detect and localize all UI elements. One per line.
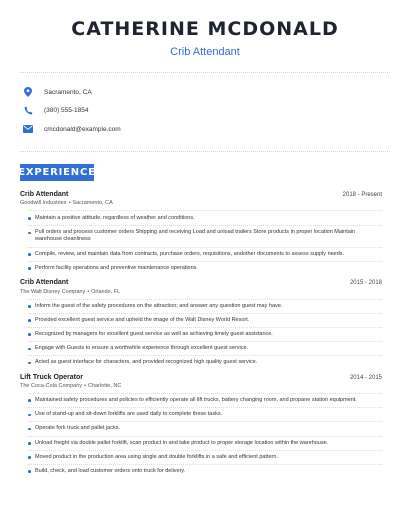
resume-header	[0, 0, 410, 58]
job-bullets	[20, 265, 382, 272]
job-dates: 2014 - 2015	[349, 374, 382, 381]
contact-divider	[20, 151, 390, 152]
job-location: Sacramento, CA	[72, 200, 113, 206]
job-bullets	[20, 331, 382, 338]
bullet-divider	[28, 225, 382, 226]
job-dates: 2015 - 2018	[349, 280, 382, 287]
bullet-item: Pull orders and process customer orders Shipping and receiving Load and unload trailers Store products in proper location Maintain warehouse cleanliness	[28, 229, 382, 243]
job-bullets	[20, 215, 382, 222]
contact-location	[22, 83, 388, 101]
bullet-divider	[28, 327, 382, 328]
job-company-line	[20, 200, 382, 206]
bullet-item: Maintain a positive attitude, regardless of weather and conditions.	[28, 215, 382, 222]
email-icon	[22, 123, 34, 135]
job-bullets	[20, 411, 382, 418]
job-location: Orlando, FL	[91, 288, 121, 295]
job-bullets	[20, 229, 382, 243]
bullet-item: Operate fork truck and pallet jacks.	[28, 425, 382, 432]
job-title: Crib Attendant	[20, 190, 69, 198]
job-header	[20, 279, 382, 286]
job-bullets	[20, 425, 382, 432]
job-company: The Walt Disney Company	[20, 288, 86, 295]
bullet-item: Build, check, and load customer orders onto truck for delivery.	[28, 468, 382, 475]
bullet-item: Unload freight via double pallet forklift, scan product in and take product to proper storage location within the warehouse.	[28, 440, 382, 447]
bullet-divider	[28, 261, 382, 262]
job-divider	[28, 210, 382, 211]
experience-heading: EXPERIENCE	[20, 164, 94, 181]
phone-icon	[22, 105, 34, 117]
job-location: Charlotte, NC	[88, 383, 122, 390]
phone-text: (380) 555-1854	[44, 107, 89, 114]
job-bullets	[20, 468, 382, 475]
job-bullets	[20, 317, 382, 324]
bullet-item: Use of stand-up and sit-down forklifts are used daily to complete these tasks.	[28, 411, 382, 418]
job-company-line	[20, 289, 382, 295]
separator-dot: •	[84, 383, 86, 390]
job-title: Crib Attendant	[20, 279, 69, 287]
location-pin-icon	[22, 86, 34, 98]
job-bullets	[20, 359, 382, 366]
bullet-item: Moved product in the production area using single and double forklifts in a safe and efficient pattern.	[28, 454, 382, 461]
job-company: Goodwill Industries	[20, 200, 67, 206]
bullet-divider	[28, 450, 382, 451]
bullet-item: Engage with Guests to ensure a worthwhile experience through excellent guest service.	[28, 345, 382, 352]
email-text: cmcdonald@example.com	[44, 125, 121, 133]
job-divider	[28, 393, 382, 394]
bullet-divider	[28, 421, 382, 422]
bullet-item: Inform the guest of the safety procedures on the attraction; and answer any question guest may have.	[28, 303, 382, 310]
bullet-item: Acted as guest interface for characters, and provided recognized high quality guest service.	[28, 359, 382, 366]
job-header	[20, 191, 382, 198]
bullet-divider	[28, 407, 382, 408]
bullet-divider	[28, 464, 382, 465]
separator-dot: •	[87, 288, 90, 295]
job-entry	[20, 191, 382, 273]
bullet-item: Perform facility operations and preventive maintenance operations.	[28, 265, 382, 272]
bullet-item: Recognized by managers for excellent guest service as well as achieving timely guest assistance.	[28, 331, 382, 338]
job-company: The Coca-Cola Company	[20, 383, 83, 390]
job-divider	[28, 299, 382, 300]
job-company-line	[20, 383, 382, 389]
job-entry	[20, 374, 382, 476]
job-bullets	[20, 397, 382, 404]
bullet-item: Provided excellent guest service and upheld the image of the Walt Disney World Resort.	[28, 317, 382, 324]
bullet-item: Compile, review, and maintain data from contracts, purchase orders, requisitions, andother documents to assess supply needs.	[28, 251, 382, 258]
bullet-divider	[28, 436, 382, 437]
contact-email	[22, 120, 388, 138]
separator-dot: •	[68, 200, 71, 206]
bullet-divider	[28, 341, 382, 342]
job-bullets	[20, 345, 382, 352]
contact-info	[0, 73, 410, 151]
candidate-title: Crib Attendant	[170, 46, 240, 58]
bullet-divider	[28, 247, 382, 248]
location-text: Sacramento, CA	[44, 88, 92, 96]
bullet-divider	[28, 355, 382, 356]
job-bullets	[20, 440, 382, 447]
job-dates: 2018 - Present	[342, 191, 382, 198]
contact-phone	[22, 102, 388, 120]
job-title: Lift Truck Operator	[20, 373, 84, 381]
bullet-divider	[28, 313, 382, 314]
job-bullets	[20, 251, 382, 258]
job-bullets	[20, 303, 382, 310]
job-header	[20, 374, 382, 381]
job-bullets	[20, 454, 382, 461]
job-entry	[20, 279, 382, 367]
bullet-item: Maintained safety procedures and policies to efficiently operate all lift trucks, battery changing room, and propane station equipment.	[28, 397, 382, 404]
candidate-name: CATHERINE MCDONALD	[71, 18, 339, 40]
